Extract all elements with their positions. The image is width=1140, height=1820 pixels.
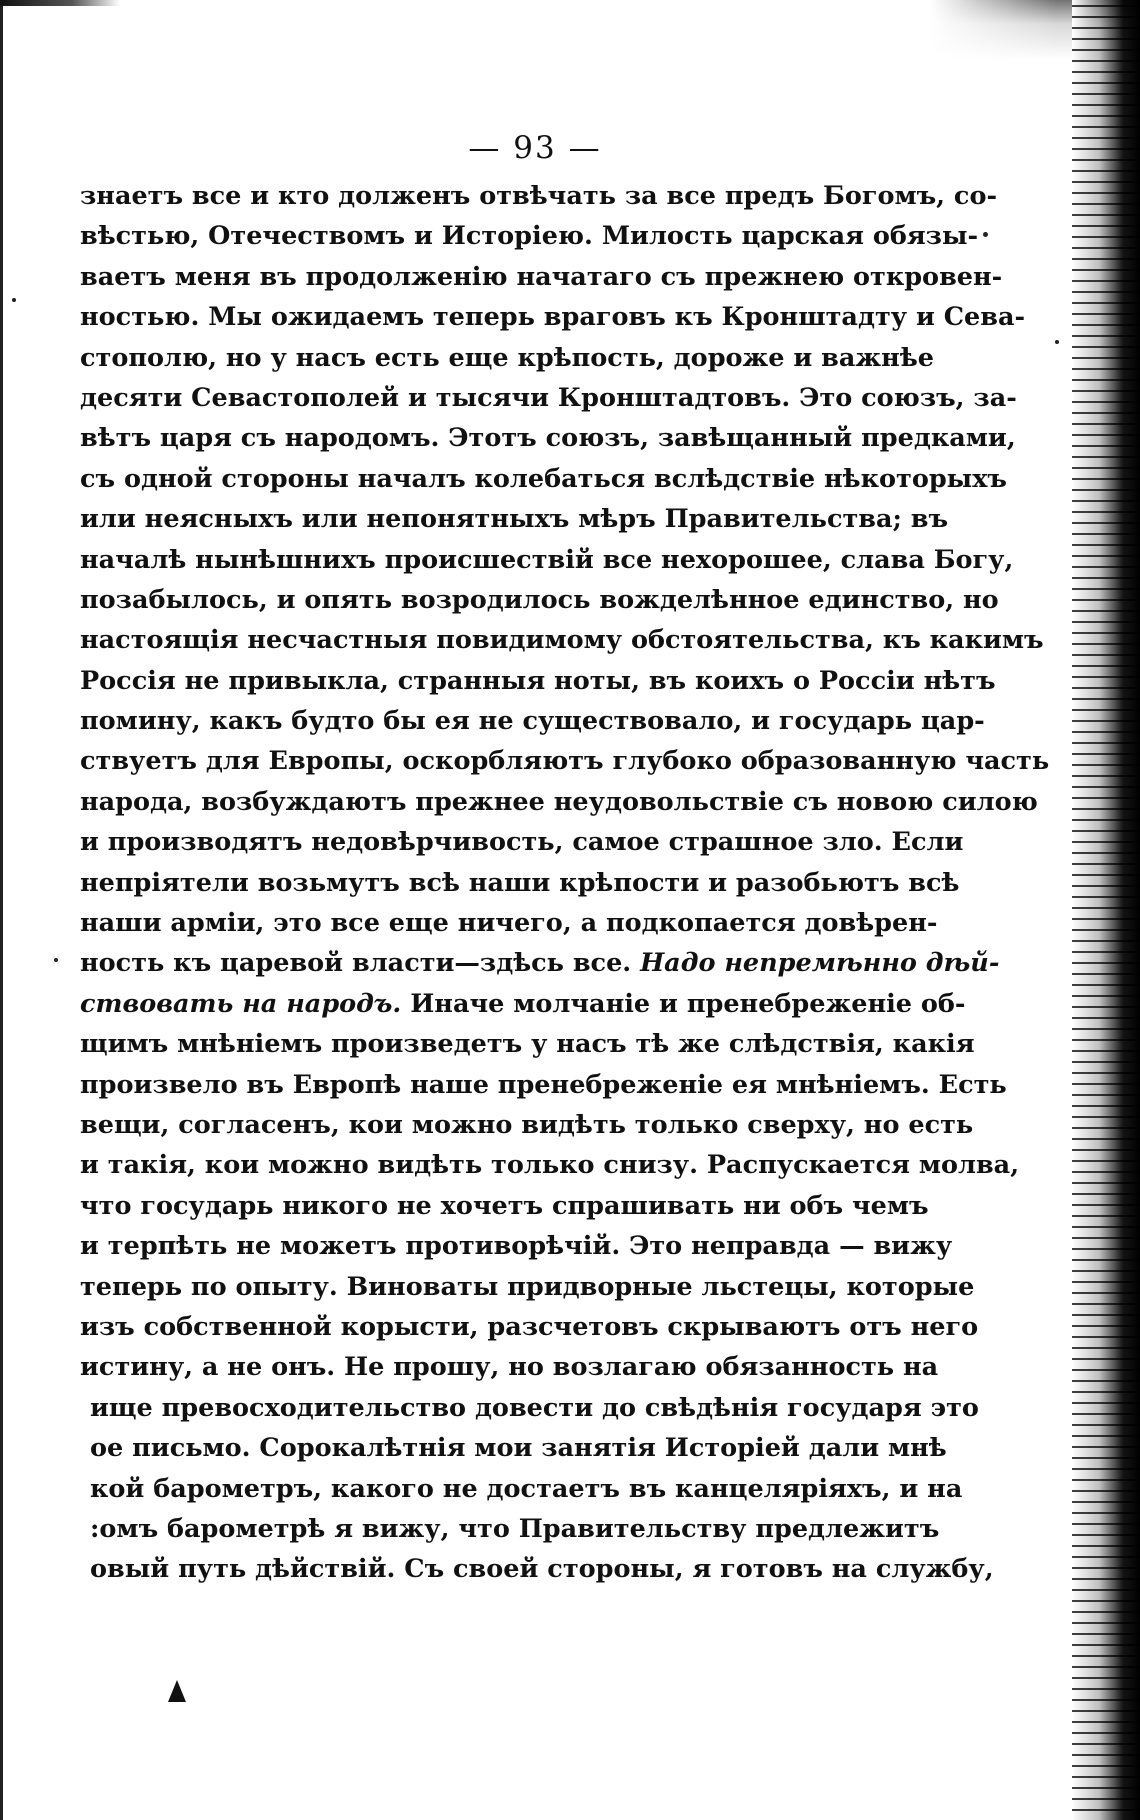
body-text [80,176,1050,1590]
text-line: съ одной стороны началъ колебаться вслѣдствіе нѣкоторыхъ [80,463,1007,494]
text-line: народа, возбуждаютъ прежнее неудовольствіе съ новою силою [80,786,1038,817]
text-line: ваетъ меня въ продолженію начатаго съ прежнею откровен- [80,261,1003,292]
text-line: или неясныхъ или непонятныхъ мѣръ Правительства; въ [80,504,949,535]
scan-speck [1055,340,1059,344]
text-line: и терпѣть не можетъ противорѣчій. Это неправда — вижу [80,1231,953,1262]
text-line: изъ собственной корысти, разсчетовъ скрываютъ отъ него [80,1311,979,1342]
scan-right-border [1072,0,1140,1820]
text-line: настоящія несчастныя повидимому обстоятельства, къ какимъ [80,625,1044,656]
text-line: :омъ барометрѣ я вижу, что Правительству предлежитъ [90,1513,940,1544]
italic-emphasis: Надо непремѣнно дѣй- [640,948,1000,979]
text-line: истину, а не онъ. Не прошу, но возлагаю обязанность на [80,1352,939,1383]
text-line: и производятъ недовѣрчивость, самое страшное зло. Если [80,827,964,858]
scan-speck [12,298,16,302]
scan-speck [54,958,58,962]
text-line: ствуетъ для Европы, оскорбляютъ глубоко образованную часть [80,746,1050,777]
text-line-mixed [80,943,1000,983]
text-line: наши арміи, это все еще ничего, а подкопается довѣрен- [80,908,938,939]
text-line: знаетъ все и кто долженъ отвѣчать за все предъ Богомъ, со- [80,181,998,211]
text-line: произвело въ Европѣ наше пренебреженіе ея мнѣніемъ. Есть [80,1069,1007,1100]
page-number: — 93 — [468,130,602,166]
text-line: вѣтъ царя съ народомъ. Этотъ союзъ, завѣщанный предками, [80,423,1016,454]
text-line-mixed [80,984,966,1024]
scan-left-border [0,0,3,1820]
text-line: щимъ мнѣніемъ произведетъ у насъ тѣ же слѣдствія, какія [80,1029,975,1060]
text-line: десяти Севастополей и тысячи Кронштадтовъ. Это союзъ, за- [80,382,1017,413]
text-line: стополю, но у насъ есть еще крѣпость, дороже и важнѣе [80,342,934,373]
text-fragment: ность къ царевой власти—здѣсь все. [80,948,632,979]
text-line: началѣ нынѣшнихъ происшествій все нехорошее, слава Богу, [80,544,1014,575]
text-line: помину, какъ будто бы ея не существовало, и государь цар- [80,706,985,737]
text-line: теперь по опыту. Виноваты придворные льстецы, которые [80,1271,975,1302]
italic-emphasis: ствовать на народъ. [80,988,402,1019]
text-line: овый путь дѣйствій. Съ своей стороны, я готовъ на службу, [90,1554,994,1585]
text-line: Россія не привыкла, странныя ноты, въ коихъ о Россіи нѣтъ [80,665,996,696]
text-line: позабылось, и опять возродилось вожделѣнное единство, но [80,584,999,615]
scan-speck [983,232,988,237]
text-line: ностью. Мы ожидаемъ теперь враговъ къ Кронштадту и Сева- [80,302,1026,333]
text-line: ище превосходительство довести до свѣдѣнія государя это [90,1392,979,1423]
text-fragment: Иначе молчаніе и пренебреженіе об- [410,988,966,1019]
text-line: что государь никого не хочетъ спрашивать ни объ чемъ [80,1190,929,1221]
text-line: вѣстью, Отечествомъ и Исторіею. Милость царская обязы- [80,221,979,252]
scan-top-left-shadow [0,0,120,6]
text-line: ое письмо. Сорокалѣтнія мои занятія Исторіей дали мнѣ [90,1433,947,1464]
signature-mark-triangle [168,1680,186,1702]
text-line: и такія, кои можно видѣть только снизу. Распускается молва, [80,1150,1020,1181]
text-line: непріятели возьмутъ всѣ наши крѣпости и разобьютъ всѣ [80,867,960,898]
text-line: вещи, согласенъ, кои можно видѣть только сверху, но есть [80,1109,974,1140]
text-line: кой барометръ, какого не достаетъ въ канцеляріяхъ, и на [90,1473,963,1504]
